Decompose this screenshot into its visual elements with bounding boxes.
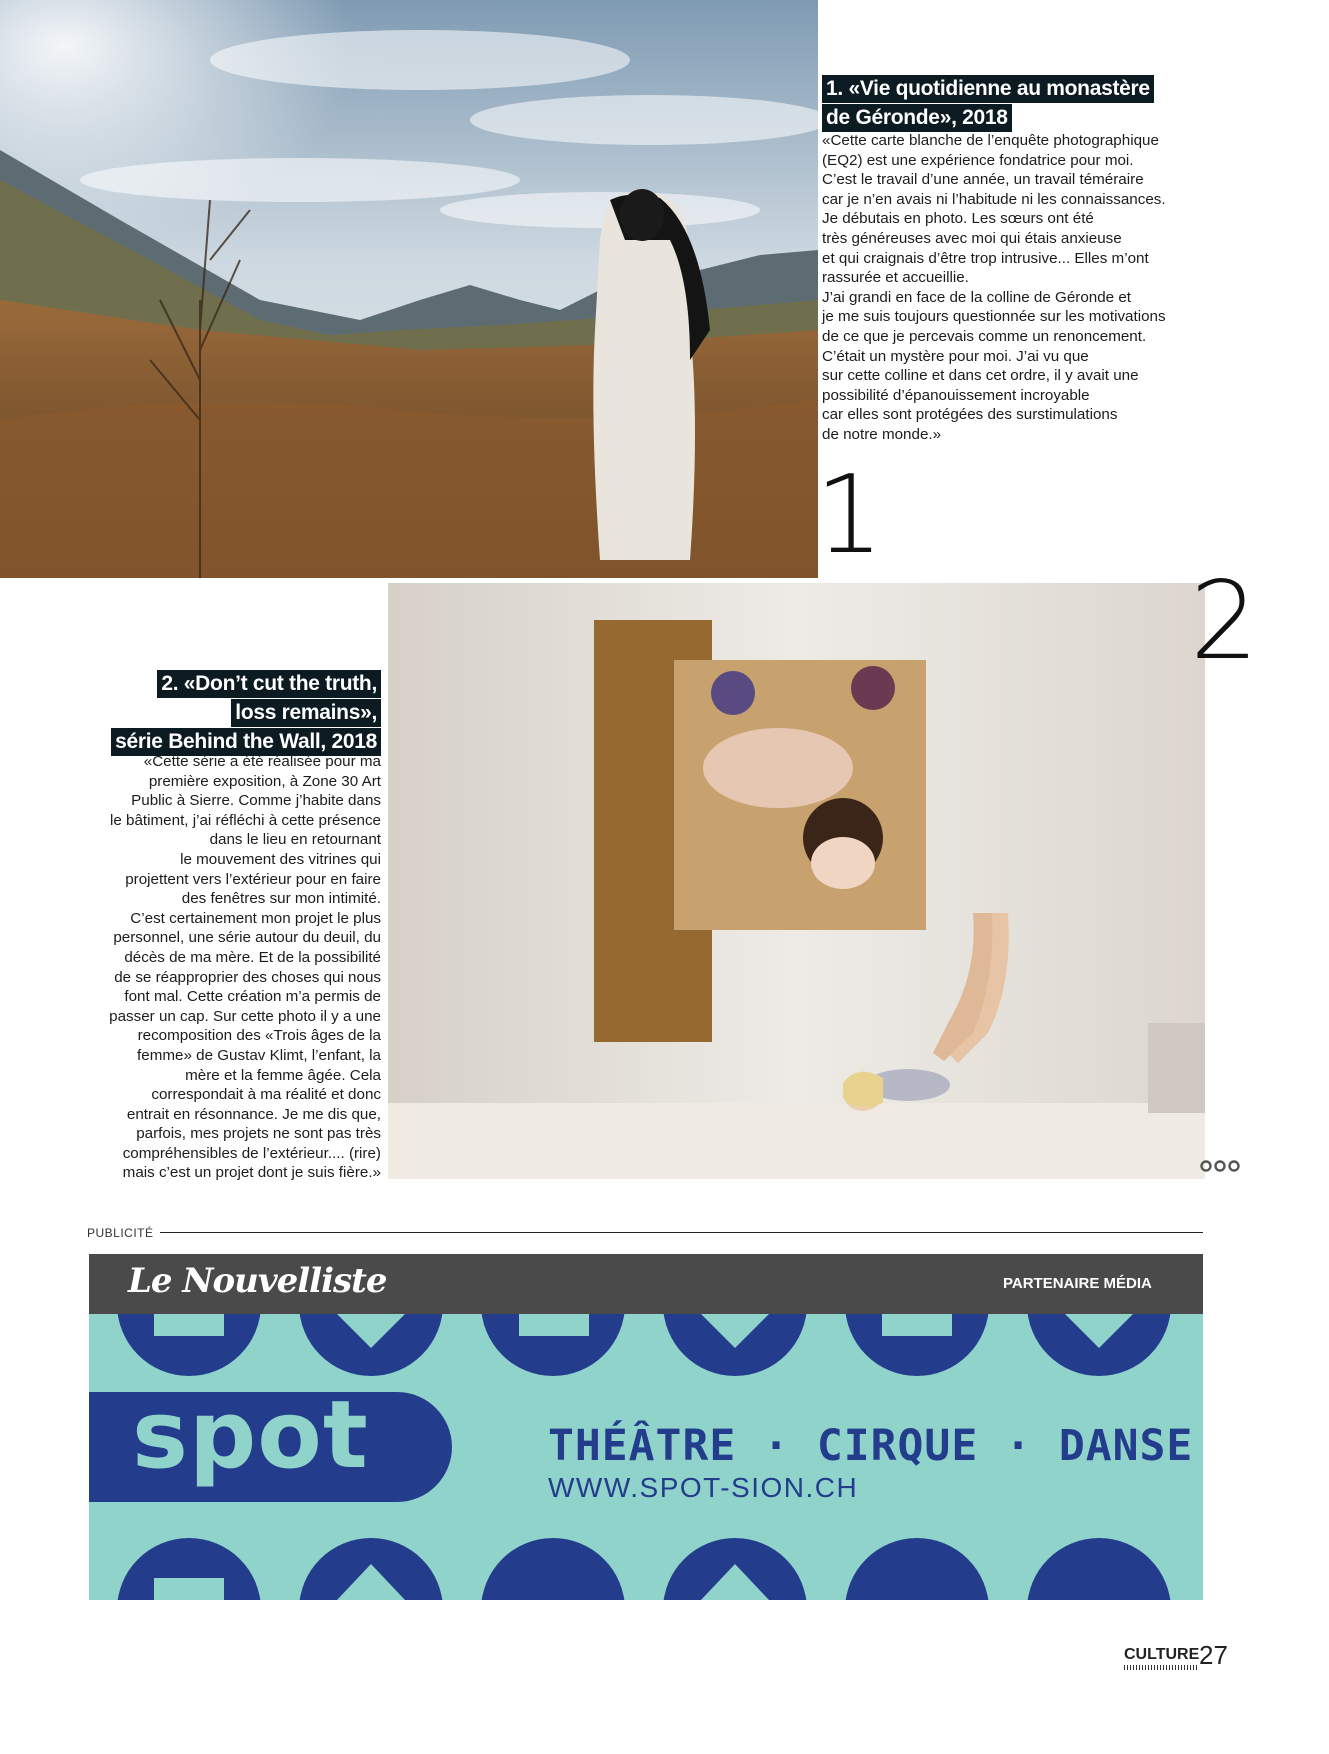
end-dots-icon [1200, 1159, 1242, 1178]
ad-tagline: THÉÂTRE · CIRQUE · DANSE [548, 1421, 1194, 1471]
photo1-heading-line: de Géronde», 2018 [822, 104, 1012, 132]
nouvelliste-logo: Le Nouvelliste [128, 1261, 387, 1301]
photo2-heading-line: loss remains», [231, 699, 381, 727]
ad-partner-label: PARTENAIRE MÉDIA [1003, 1275, 1152, 1292]
photo2-number: 2 [1190, 559, 1259, 684]
photo2-caption: «Cette série a été réalisée pour ma première exposition, à Zone 30 Art Public à Sierre. Comme j’habite dans le bâtiment, j’ai réfléchi à cette présence dans le lieu en retournant le mouvement des vitrines qui projettent vers l’extérieur pour en faire des fenêtres sur mon intimité. C’est certainement mon projet le plus personnel, une série autour du deuil, du décès de ma mère. Et de la possibilité de se réapproprier des choses qui nous font mal. Cette création m’a permis de passer un cap. Sur cette photo il y a une recomposition des «Trois âges de la femme» de Gustav Klimt, l’enfant, la mère et la femme âgée. Cela correspondait à ma réalité et donc entrait en résonnance. Je me dis que, parfois, mes projets ne sont pas très compréhensibles de l’extérieur.... (rire) mais c’est un projet dont je suis fière.» [109, 753, 381, 1182]
ad-divider [160, 1232, 1203, 1233]
photo2-heading [111, 670, 381, 757]
photo1-heading-line: 1. «Vie quotidienne au monastère [822, 75, 1154, 103]
photo2-heading-line: série Behind the Wall, 2018 [111, 728, 381, 756]
spot-logo: spot [132, 1381, 369, 1490]
ad-label: PUBLICITÉ [87, 1226, 154, 1240]
section-rule [1124, 1665, 1198, 1670]
section-name: CULTURE [1124, 1646, 1200, 1663]
photo1-caption: «Cette carte blanche de l’enquête photographique (EQ2) est une expérience fondatrice pour moi. C’est le travail d’une année, un travail téméraire car je n’en avais ni l’habitude ni les connaissances. Je débutais en photo. Les sœurs ont été très généreuses avec moi qui étais anxieuse et qui craignais d’être trop intrusive... Elles m’ont rassurée et accueillie. J’ai grandi en face de la colline de Géronde et je me suis toujours questionnée sur les motivations de ce que je percevais comme un renoncement. C’était un mystère pour moi. J’ai vu que sur cette colline et dans cet ordre, il y avait une possibilité d’épanouissement incroyable car elles sont protégées des surstimulations de notre monde.» [822, 132, 1166, 443]
photo1-number: 1 [815, 453, 884, 578]
photo1-heading [822, 75, 1154, 133]
ad-url-link[interactable]: WWW.SPOT-SION.CH [548, 1472, 859, 1503]
photo2-heading-line: 2. «Don’t cut the truth, [157, 670, 381, 698]
photo-behind-the-wall [388, 583, 1205, 1179]
photo-behind-the-wall-image [388, 583, 1205, 1179]
page-number: 27 [1199, 1640, 1228, 1670]
photo-monastery [0, 0, 818, 578]
photo-monastery-image [0, 0, 818, 578]
